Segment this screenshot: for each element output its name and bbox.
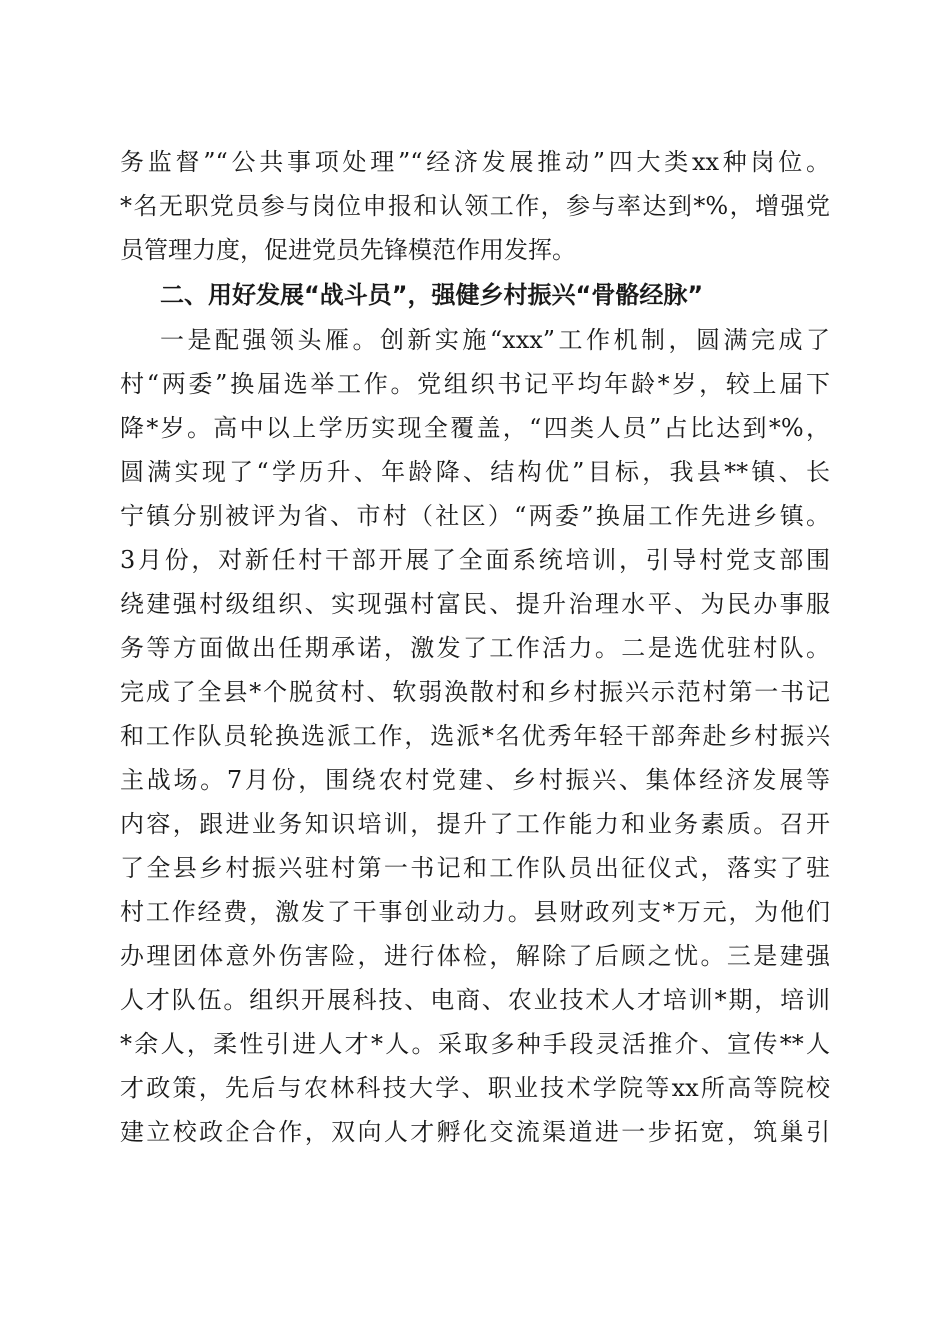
paragraph-line: 务监督”“公共事项处理”“经济发展推动”四大类xx种岗位。 bbox=[120, 148, 830, 176]
paragraph-line: 办理团体意外伤害险，进行体检，解除了后顾之忧。三是建强 bbox=[120, 942, 830, 970]
paragraph-line: 降*岁。高中以上学历实现全覆盖，“四类人员”占比达到*%， bbox=[120, 414, 830, 442]
paragraph-line: 人才队伍。组织开展科技、电商、农业技术人才培训*期，培训 bbox=[120, 986, 830, 1014]
paragraph-line: 3月份，对新任村干部开展了全面系统培训，引导村党支部围 bbox=[120, 546, 830, 574]
paragraph-line: 和工作队员轮换选派工作，选派*名优秀年轻干部奔赴乡村振兴 bbox=[120, 722, 830, 750]
paragraph-line: 员管理力度，促进党员先锋模范作用发挥。 bbox=[120, 236, 576, 264]
paragraph-line: 绕建强村级组织、实现强村富民、提升治理水平、为民办事服 bbox=[120, 590, 830, 618]
paragraph-line: 主战场。7月份，围绕农村党建、乡村振兴、集体经济发展等 bbox=[120, 766, 830, 794]
paragraph-line: 一是配强领头雁。创新实施“xxx”工作机制，圆满完成了 bbox=[160, 326, 830, 354]
paragraph-line: 内容，跟进业务知识培训，提升了工作能力和业务素质。召开 bbox=[120, 810, 830, 838]
paragraph-line: 村工作经费，激发了干事创业动力。县财政列支*万元，为他们 bbox=[120, 898, 830, 926]
paragraph-line: 建立校政企合作，双向人才孵化交流渠道进一步拓宽，筑巢引 bbox=[120, 1118, 830, 1146]
paragraph-line: *余人，柔性引进人才*人。采取多种手段灵活推介、宣传**人 bbox=[120, 1030, 830, 1058]
paragraph-line: 完成了全县*个脱贫村、软弱涣散村和乡村振兴示范村第一书记 bbox=[120, 678, 830, 706]
paragraph-line: 了全县乡村振兴驻村第一书记和工作队员出征仪式，落实了驻 bbox=[120, 854, 830, 882]
section-heading: 二、用好发展“战斗员”，强健乡村振兴“骨骼经脉” bbox=[160, 281, 704, 309]
paragraph-line: 圆满实现了“学历升、年龄降、结构优”目标，我县**镇、长 bbox=[120, 458, 830, 486]
paragraph-line: 才政策，先后与农林科技大学、职业技术学院等xx所高等院校 bbox=[120, 1074, 830, 1102]
paragraph-line: *名无职党员参与岗位申报和认领工作，参与率达到*%，增强党 bbox=[120, 192, 830, 220]
paragraph-line: 宁镇分别被评为省、市村（社区）“两委”换届工作先进乡镇。 bbox=[120, 502, 830, 530]
paragraph-line: 务等方面做出任期承诺，激发了工作活力。二是选优驻村队。 bbox=[120, 634, 830, 662]
paragraph-line: 村“两委”换届选举工作。党组织书记平均年龄*岁，较上届下 bbox=[120, 370, 830, 398]
